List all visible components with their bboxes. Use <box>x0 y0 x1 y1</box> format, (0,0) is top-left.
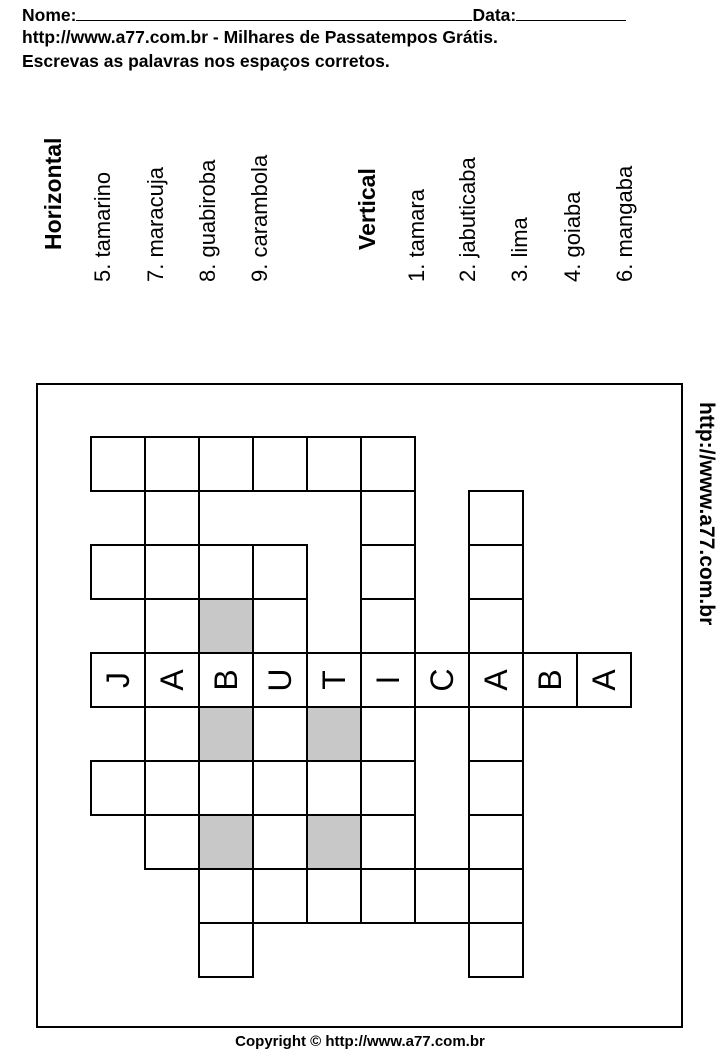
horizontal-clue-5: 5. tamarino <box>90 171 115 282</box>
grid-cell[interactable] <box>468 490 524 546</box>
cell-letter: U <box>262 668 298 692</box>
horizontal-clue-9: 9. carambola <box>247 154 272 282</box>
header-name-date-line <box>22 4 626 25</box>
grid-cell[interactable] <box>468 868 524 924</box>
grid-cell[interactable] <box>576 652 632 708</box>
grid-cell[interactable] <box>360 868 416 924</box>
grid-cell[interactable] <box>144 706 200 762</box>
cell-letter: A <box>154 669 190 691</box>
grid-cell[interactable] <box>306 436 362 492</box>
instruction-line: Escrevas as palavras nos espaços corretos. <box>22 51 390 71</box>
vertical-clue-6: 6. mangaba <box>612 165 637 282</box>
cell-letter: A <box>586 669 622 691</box>
grid-cell[interactable] <box>90 544 146 600</box>
name-blank[interactable] <box>76 4 472 21</box>
grid-cell[interactable] <box>144 544 200 600</box>
horizontal-title: Horizontal <box>40 137 66 250</box>
grid-cell[interactable] <box>522 652 578 708</box>
horizontal-clue-7: 7. maracuja <box>143 167 168 282</box>
grid-cell[interactable] <box>144 598 200 654</box>
grid-cell[interactable] <box>360 544 416 600</box>
grid-cell[interactable] <box>252 814 308 870</box>
grid-cell[interactable] <box>144 760 200 816</box>
grid-cell[interactable] <box>252 598 308 654</box>
grid-cell[interactable] <box>306 760 362 816</box>
grid-cell[interactable] <box>144 814 200 870</box>
grid-cell[interactable] <box>468 652 524 708</box>
grid-cell[interactable] <box>198 814 254 870</box>
vertical-clue-3: 3. lima <box>507 217 532 282</box>
vertical-clue-4: 4. goiaba <box>560 191 585 282</box>
grid-cell[interactable] <box>360 436 416 492</box>
grid-cell[interactable] <box>306 706 362 762</box>
cell-letter: B <box>532 669 568 691</box>
grid-cell[interactable] <box>198 598 254 654</box>
vertical-clue-2: 2. jabuticaba <box>455 157 480 282</box>
grid-cell[interactable] <box>90 652 146 708</box>
grid-cell[interactable] <box>360 760 416 816</box>
grid-cell[interactable] <box>360 598 416 654</box>
grid-cell[interactable] <box>198 436 254 492</box>
grid-cell[interactable] <box>360 652 416 708</box>
copyright: Copyright © http://www.a77.com.br <box>235 1033 485 1050</box>
vertical-clue-1: 1. tamara <box>404 189 429 282</box>
grid-cell[interactable] <box>90 760 146 816</box>
grid-cell[interactable] <box>252 436 308 492</box>
grid-cell[interactable] <box>468 922 524 978</box>
grid-cell[interactable] <box>414 868 470 924</box>
grid-cell[interactable] <box>306 652 362 708</box>
grid-cell[interactable] <box>360 814 416 870</box>
date-blank[interactable] <box>516 4 626 21</box>
grid-cell[interactable] <box>198 922 254 978</box>
grid-cell[interactable] <box>468 544 524 600</box>
vertical-title: Vertical <box>354 168 380 250</box>
grid-cell[interactable] <box>306 868 362 924</box>
grid-cell[interactable] <box>198 760 254 816</box>
grid-cell[interactable] <box>144 436 200 492</box>
date-label: Data: <box>472 5 517 25</box>
cell-letter: B <box>208 669 244 691</box>
grid-cell[interactable] <box>360 706 416 762</box>
cell-letter: J <box>100 672 136 688</box>
grid-cell[interactable] <box>198 868 254 924</box>
grid-cell[interactable] <box>306 814 362 870</box>
cell-letter: A <box>478 669 514 691</box>
grid-cell[interactable] <box>252 544 308 600</box>
grid-cell[interactable] <box>252 652 308 708</box>
cell-letter: I <box>370 675 406 685</box>
grid-cell[interactable] <box>252 760 308 816</box>
grid-cell[interactable] <box>144 652 200 708</box>
cell-letter: T <box>316 670 352 690</box>
cell-letter: C <box>424 668 460 692</box>
grid-cell[interactable] <box>198 652 254 708</box>
grid-cell[interactable] <box>468 814 524 870</box>
grid-cell[interactable] <box>252 706 308 762</box>
side-url: http://www.a77.com.br <box>695 402 718 626</box>
site-line: http://www.a77.com.br - Milhares de Passatempos Grátis. <box>22 27 498 47</box>
grid-cell[interactable] <box>90 436 146 492</box>
grid-cell[interactable] <box>360 490 416 546</box>
grid-cell[interactable] <box>468 706 524 762</box>
grid-cell[interactable] <box>414 652 470 708</box>
grid-cell[interactable] <box>198 706 254 762</box>
grid-cell[interactable] <box>198 544 254 600</box>
grid-cell[interactable] <box>144 490 200 546</box>
grid-cell[interactable] <box>468 760 524 816</box>
horizontal-clue-8: 8. guabiroba <box>195 159 220 282</box>
name-label: Nome: <box>22 5 77 25</box>
grid-cell[interactable] <box>468 598 524 654</box>
grid-cell[interactable] <box>252 868 308 924</box>
